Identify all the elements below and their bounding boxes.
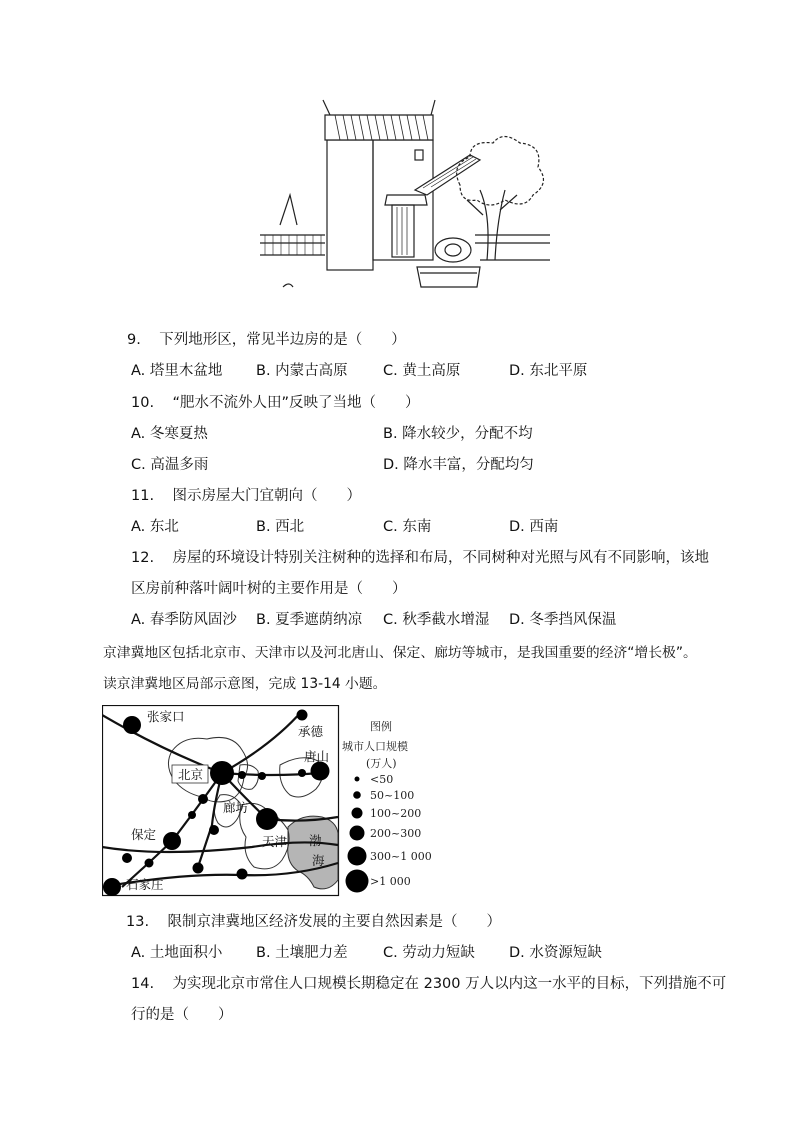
q12-stem-line2: 区房前种落叶阔叶树的主要作用是（ ） [131,581,407,597]
baoding-label: 保定 [131,827,157,842]
tianjin-label: 天津 [262,834,288,849]
q9-option-b[interactable]: B. 内蒙古高原 [256,363,348,379]
q14-stem-line2: 行的是（ ） [131,1007,233,1023]
intro-line-1: 京津冀地区包括北京市、天津市以及河北唐山、保定、廊坊等城市，是我国重要的经济“增长极”。 [103,645,697,661]
q11-option-c[interactable]: C. 东南 [383,519,432,535]
small-city-dot [237,869,248,880]
q10-stem-text: “肥水不流外人田”反映了当地（ ） [172,395,420,411]
legend-item-2: 50~100 [370,789,415,802]
bohai-label-2: 海 [312,853,325,868]
beijing-label: 北京 [178,767,204,782]
langfang-label: 廊坊 [223,800,249,815]
legend-item-5: 300~1 000 [370,850,432,863]
small-city-dot [238,771,246,779]
tangshan-dot [311,762,330,781]
q9-option-c[interactable]: C. 黄土高原 [383,363,461,379]
small-city-dot [209,825,219,835]
q11-option-a[interactable]: A. 东北 [131,519,179,535]
tianjin-dot [256,808,278,830]
legend-dot-3 [352,808,363,819]
q12-option-c[interactable]: C. 秋季截水增湿 [383,612,490,628]
q11-stem [131,486,361,506]
q12-stem-line1 [131,548,709,568]
small-city-dot [298,769,306,777]
legend-dot-6 [346,870,369,893]
baoding-dot [163,832,181,850]
q14-stem-text-1: 为实现北京市常住人口规模长期稳定在 2300 万人以内这一水平的目标，下列措施不可 [172,976,727,992]
q13-option-a[interactable]: A. 土地面积小 [131,945,223,961]
small-city-dot [258,772,266,780]
q11-stem-text: 图示房屋大门宜朝向（ ） [172,488,361,504]
q12-number: 12. [131,550,155,566]
beijing-dot [210,761,234,785]
small-city-dot [198,794,208,804]
legend-item-4: 200~300 [370,827,422,840]
tangshan-label: 唐山 [304,749,330,764]
shijiazhuang-dot [103,878,121,896]
legend-dot-5 [348,847,367,866]
q10-option-d[interactable]: D. 降水丰富，分配均匀 [383,457,534,473]
small-city-dot [122,853,132,863]
q9-option-d[interactable]: D. 东北平原 [509,363,588,379]
small-city-dot [193,863,204,874]
q12-option-d[interactable]: D. 冬季挡风保温 [509,612,617,628]
q9-stem [127,330,406,350]
q10-number: 10. [131,395,155,411]
chengde-label: 承德 [298,724,324,739]
q10-option-b[interactable]: B. 降水较少，分配不均 [383,426,533,442]
shijiazhuang-label: 石家庄 [126,877,164,892]
q9-stem-text: 下列地形区，常见半边房的是（ ） [159,332,406,348]
legend-unit: (万人) [366,757,397,770]
q13-stem [126,912,501,932]
legend-item-6: >1 000 [370,875,411,888]
q9-number: 9. [127,332,141,348]
q12-option-b[interactable]: B. 夏季遮荫纳凉 [256,612,363,628]
zhangjiakou-label: 张家口 [147,709,185,724]
small-city-dot [188,811,196,819]
q11-option-b[interactable]: B. 西北 [256,519,305,535]
q13-option-c[interactable]: C. 劳动力短缺 [383,945,475,961]
q13-stem-text: 限制京津冀地区经济发展的主要自然因素是（ ） [167,914,501,930]
legend-item-1: <50 [370,773,394,786]
legend-dot-4 [350,826,365,841]
map-legend [342,719,432,893]
intro-line-2: 读京津冀地区局部示意图，完成 13-14 小题。 [103,676,387,692]
chengde-dot [297,710,308,721]
jingjinji-map [102,705,442,897]
legend-subtitle: 城市人口规模 [342,740,408,753]
q10-option-a[interactable]: A. 冬寒夏热 [131,426,208,442]
q13-option-d[interactable]: D. 水资源短缺 [509,945,602,961]
q14-number: 14. [131,976,155,992]
q14-stem-line1 [131,974,726,994]
house-illustration [255,95,555,300]
zhangjiakou-dot [123,716,141,734]
bohai-label-1: 渤 [309,833,322,848]
q11-number: 11. [131,488,155,504]
q9-option-a[interactable]: A. 塔里木盆地 [131,363,223,379]
legend-title: 图例 [370,720,392,733]
legend-item-3: 100~200 [370,807,422,820]
small-city-dot [145,859,154,868]
q10-stem [131,393,420,413]
q12-option-a[interactable]: A. 春季防风固沙 [131,612,237,628]
q13-option-b[interactable]: B. 土壤肥力差 [256,945,348,961]
legend-dot-1 [355,777,360,782]
legend-dot-2 [353,791,361,799]
q10-option-c[interactable]: C. 高温多雨 [131,457,209,473]
q13-number: 13. [126,914,150,930]
q11-option-d[interactable]: D. 西南 [509,519,559,535]
q12-stem-text-1: 房屋的环境设计特别关注树种的选择和布局，不同树种对光照与风有不同影响，该地 [172,550,709,566]
